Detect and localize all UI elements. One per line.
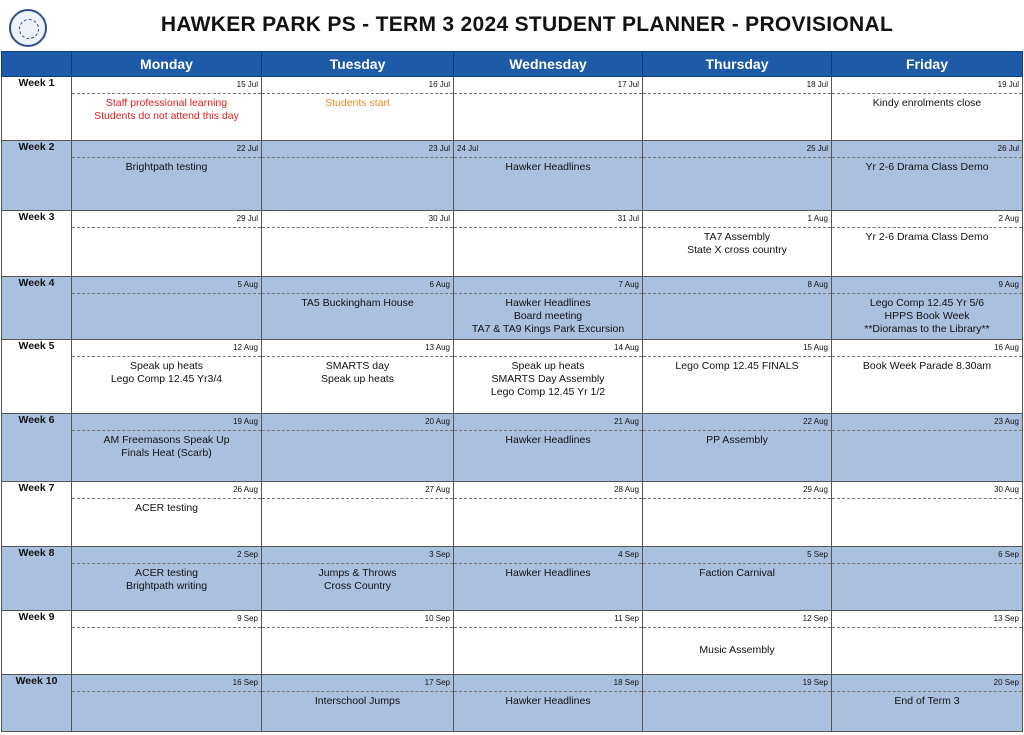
day-cell	[643, 414, 832, 482]
cell-date	[643, 340, 831, 357]
cell-date-text: 9 Sep	[237, 614, 258, 623]
week-label: Week 6	[2, 414, 72, 482]
cell-date-text: 2 Aug	[998, 214, 1019, 223]
day-cell	[72, 277, 262, 340]
cell-events	[262, 294, 453, 310]
cell-date	[454, 211, 642, 228]
cell-date	[832, 675, 1022, 692]
event-line: Lego Comp 12.45 Yr 5/6	[869, 297, 985, 309]
cell-date-text: 3 Sep	[429, 550, 450, 559]
day-cell	[262, 414, 454, 482]
cell-date	[454, 482, 642, 499]
cell-date	[72, 277, 261, 294]
week-row	[2, 414, 1023, 482]
cell-date-text: 16 Sep	[232, 678, 258, 687]
cell-events	[454, 94, 642, 97]
day-cell	[262, 211, 454, 277]
cell-date-text: 22 Aug	[803, 417, 828, 426]
cell-date-text: 18 Sep	[613, 678, 639, 687]
week-label: Week 10	[2, 675, 72, 732]
cell-date	[454, 77, 642, 94]
cell-date-text: 13 Aug	[425, 343, 450, 352]
cell-events	[72, 628, 261, 631]
week-row	[2, 482, 1023, 547]
cell-date	[262, 340, 453, 357]
cell-events	[72, 692, 261, 695]
cell-date	[262, 141, 453, 158]
cell-date	[832, 340, 1022, 357]
cell-events	[643, 228, 831, 257]
cell-date-text: 12 Aug	[233, 343, 258, 352]
day-cell	[832, 547, 1023, 611]
day-cell	[262, 547, 454, 611]
day-header-wednesday: Wednesday	[454, 52, 643, 77]
cell-events	[72, 158, 261, 174]
cell-date-text: 5 Aug	[237, 280, 258, 289]
event-line: Jumps & Throws	[318, 567, 397, 579]
day-header-thursday: Thursday	[643, 52, 832, 77]
cell-events	[832, 294, 1022, 336]
cell-date	[643, 277, 831, 294]
cell-events	[832, 94, 1022, 110]
day-cell	[262, 675, 454, 732]
event-line: Speak up heats	[321, 373, 394, 385]
cell-events	[832, 692, 1022, 708]
cell-events	[454, 564, 642, 580]
day-cell	[454, 482, 643, 547]
cell-date	[262, 414, 453, 431]
cell-date	[643, 482, 831, 499]
event-line: SMARTS Day Assembly	[491, 373, 605, 385]
cell-date-text: 6 Sep	[998, 550, 1019, 559]
cell-events	[832, 628, 1022, 631]
day-cell	[72, 414, 262, 482]
day-cell	[832, 414, 1023, 482]
cell-date-text: 5 Sep	[807, 550, 828, 559]
day-cell	[454, 277, 643, 340]
cell-date	[72, 414, 261, 431]
cell-date-left: 24 Jul	[457, 144, 479, 153]
event-line: ACER testing	[134, 567, 199, 579]
week-row	[2, 547, 1023, 611]
cell-date	[262, 611, 453, 628]
cell-date-text: 6 Aug	[429, 280, 450, 289]
cell-date	[832, 141, 1022, 158]
week-label: Week 8	[2, 547, 72, 611]
day-cell	[72, 77, 262, 141]
day-cell	[643, 340, 832, 414]
event-line: Hawker Headlines	[505, 434, 591, 446]
cell-date-text: 19 Aug	[233, 417, 258, 426]
cell-date	[262, 675, 453, 692]
cell-date	[72, 77, 261, 94]
cell-date-text: 4 Sep	[618, 550, 639, 559]
cell-date	[454, 611, 642, 628]
day-cell	[832, 211, 1023, 277]
event-line: Speak up heats	[511, 360, 585, 372]
day-cell	[72, 611, 262, 675]
day-cell	[832, 611, 1023, 675]
week-row	[2, 211, 1023, 277]
planner-table	[1, 51, 1023, 732]
day-cell	[643, 141, 832, 211]
event-line: TA7 & TA9 Kings Park Excursion	[471, 323, 625, 335]
cell-date	[72, 482, 261, 499]
event-line: State X cross country	[687, 244, 787, 256]
day-cell	[72, 141, 262, 211]
event-line: Yr 2-6 Drama Class Demo	[865, 161, 989, 173]
cell-events	[454, 628, 642, 631]
event-line: Kindy enrolments close	[872, 97, 982, 109]
day-cell	[643, 77, 832, 141]
day-cell	[832, 340, 1023, 414]
cell-date	[454, 675, 642, 692]
day-cell	[454, 414, 643, 482]
cell-events	[262, 431, 453, 434]
cell-events	[643, 94, 831, 97]
cell-date-text: 20 Sep	[993, 678, 1019, 687]
cell-date	[262, 547, 453, 564]
cell-events	[454, 692, 642, 708]
event-line: Hawker Headlines	[505, 695, 591, 707]
cell-events	[72, 94, 261, 123]
event-line: Staff professional learning	[105, 97, 228, 109]
event-line: HPPS Book Week	[884, 310, 970, 322]
day-cell	[262, 340, 454, 414]
cell-date	[643, 611, 831, 628]
week-row	[2, 277, 1023, 340]
cell-date-text: 17 Sep	[424, 678, 450, 687]
day-header-tuesday: Tuesday	[262, 52, 454, 77]
cell-date	[832, 611, 1022, 628]
cell-events	[832, 431, 1022, 434]
day-cell	[454, 675, 643, 732]
cell-date-text: 9 Aug	[998, 280, 1019, 289]
cell-date-text: 31 Jul	[617, 214, 639, 223]
event-line: PP Assembly	[706, 434, 768, 446]
cell-date-text: 15 Jul	[236, 80, 258, 89]
cell-events	[454, 158, 642, 174]
cell-date-text: 26 Jul	[997, 144, 1019, 153]
day-cell	[454, 141, 643, 211]
cell-date-text: 29 Jul	[236, 214, 258, 223]
planner-body	[2, 77, 1023, 732]
week-row	[2, 675, 1023, 732]
cell-date-text: 27 Aug	[425, 485, 450, 494]
week-row	[2, 141, 1023, 211]
cell-date-text: 17 Jul	[617, 80, 639, 89]
cell-date-text: 30 Aug	[994, 485, 1019, 494]
cell-events	[262, 228, 453, 231]
day-cell	[832, 141, 1023, 211]
day-cell	[72, 340, 262, 414]
cell-date	[72, 675, 261, 692]
cell-date-text: 30 Jul	[428, 214, 450, 223]
cell-events	[262, 357, 453, 386]
cell-date	[262, 277, 453, 294]
cell-events	[643, 499, 831, 502]
event-line: Lego Comp 12.45 Yr3/4	[110, 373, 223, 385]
cell-date	[454, 414, 642, 431]
day-cell	[262, 77, 454, 141]
day-cell	[643, 482, 832, 547]
cell-date	[643, 211, 831, 228]
cell-date-text: 25 Jul	[806, 144, 828, 153]
cell-date	[454, 141, 642, 158]
cell-date	[643, 547, 831, 564]
cell-date	[643, 141, 831, 158]
cell-events	[643, 294, 831, 297]
event-line: Hawker Headlines	[505, 567, 591, 579]
cell-date-text: 19 Sep	[802, 678, 828, 687]
week-label: Week 3	[2, 211, 72, 277]
cell-date-text: 14 Aug	[614, 343, 639, 352]
cell-events	[454, 431, 642, 447]
event-line: Brightpath writing	[125, 580, 208, 592]
day-cell	[72, 547, 262, 611]
event-line	[643, 631, 831, 644]
day-cell	[643, 547, 832, 611]
cell-date	[72, 340, 261, 357]
cell-events	[832, 158, 1022, 174]
week-label: Week 5	[2, 340, 72, 414]
cell-events	[72, 357, 261, 386]
cell-date-text: 16 Jul	[428, 80, 450, 89]
cell-date-text: 23 Jul	[428, 144, 450, 153]
cell-date	[454, 547, 642, 564]
cell-events	[262, 499, 453, 502]
event-line: End of Term 3	[894, 695, 960, 707]
cell-events	[72, 228, 261, 231]
cell-events	[832, 228, 1022, 244]
cell-events	[262, 158, 453, 161]
cell-events	[643, 564, 831, 580]
cell-events	[643, 158, 831, 161]
day-cell	[454, 211, 643, 277]
cell-date	[454, 340, 642, 357]
cell-events	[454, 499, 642, 502]
day-header-monday: Monday	[72, 52, 262, 77]
day-cell	[643, 675, 832, 732]
event-line: Faction Carnival	[699, 567, 775, 579]
event-line: Hawker Headlines	[505, 161, 591, 173]
week-label: Week 2	[2, 141, 72, 211]
cell-events	[454, 294, 642, 336]
day-header-row	[2, 52, 1023, 77]
week-row	[2, 77, 1023, 141]
week-label: Week 1	[2, 77, 72, 141]
cell-date-text: 26 Aug	[233, 485, 258, 494]
day-cell	[454, 547, 643, 611]
cell-events	[72, 564, 261, 593]
event-line: Students start	[325, 97, 390, 109]
cell-date	[832, 547, 1022, 564]
event-line: Students do not attend this day	[94, 110, 239, 122]
day-cell	[832, 77, 1023, 141]
cell-events	[262, 94, 453, 110]
cell-date	[643, 675, 831, 692]
event-line: TA5 Buckingham House	[301, 297, 414, 309]
day-cell	[72, 675, 262, 732]
title-bar	[0, 0, 1024, 50]
cell-events	[262, 692, 453, 708]
day-cell	[262, 611, 454, 675]
event-line: SMARTS day	[325, 360, 390, 372]
week-label: Week 4	[2, 277, 72, 340]
page-title: HAWKER PARK PS - TERM 3 2024 STUDENT PLANNER - PROVISIONAL	[160, 13, 894, 36]
day-cell	[262, 141, 454, 211]
day-cell	[454, 340, 643, 414]
cell-events	[832, 357, 1022, 373]
cell-date-text: 20 Aug	[425, 417, 450, 426]
cell-events	[454, 357, 642, 399]
cell-events	[832, 564, 1022, 567]
event-line: Music Assembly	[699, 644, 775, 656]
cell-events	[72, 294, 261, 297]
cell-date-text: 11 Sep	[614, 614, 639, 623]
cell-date	[262, 77, 453, 94]
cell-date-text: 28 Aug	[614, 485, 639, 494]
cell-events	[454, 228, 642, 231]
cell-date	[72, 611, 261, 628]
event-line: Lego Comp 12.45 FINALS	[675, 360, 799, 372]
day-cell	[72, 482, 262, 547]
header-corner	[2, 52, 72, 77]
day-cell	[643, 277, 832, 340]
cell-date	[832, 211, 1022, 228]
cell-events	[643, 431, 831, 447]
cell-date	[832, 277, 1022, 294]
cell-date-text: 12 Sep	[802, 614, 828, 623]
day-cell	[454, 611, 643, 675]
week-label: Week 7	[2, 482, 72, 547]
cell-date-text: 23 Aug	[994, 417, 1019, 426]
cell-events	[72, 431, 261, 460]
event-line: **Dioramas to the Library**	[864, 323, 990, 335]
day-cell	[454, 77, 643, 141]
day-cell	[262, 277, 454, 340]
event-line: Hawker Headlines	[505, 297, 591, 309]
event-line: Cross Country	[323, 580, 392, 592]
cell-date	[72, 141, 261, 158]
event-line: Interschool Jumps	[314, 695, 401, 707]
cell-date-text: 29 Aug	[803, 485, 828, 494]
cell-date	[72, 547, 261, 564]
cell-date-text: 1 Aug	[807, 214, 828, 223]
cell-events	[832, 499, 1022, 502]
event-line: Board meeting	[513, 310, 583, 322]
cell-events	[643, 628, 831, 657]
cell-date	[643, 77, 831, 94]
day-cell	[72, 211, 262, 277]
event-line: Book Week Parade 8.30am	[862, 360, 992, 372]
day-cell	[832, 675, 1023, 732]
week-row	[2, 611, 1023, 675]
cell-date-text: 2 Sep	[237, 550, 258, 559]
day-cell	[643, 211, 832, 277]
event-line: Lego Comp 12.45 Yr 1/2	[490, 386, 606, 398]
cell-date	[262, 482, 453, 499]
week-row	[2, 340, 1023, 414]
day-cell	[832, 482, 1023, 547]
cell-date-text: 18 Jul	[806, 80, 828, 89]
cell-date-text: 7 Aug	[618, 280, 639, 289]
event-line: TA7 Assembly	[703, 231, 771, 243]
cell-events	[72, 499, 261, 515]
day-header-friday: Friday	[832, 52, 1023, 77]
cell-date	[832, 414, 1022, 431]
event-line: ACER testing	[134, 502, 199, 514]
cell-date-text: 19 Jul	[997, 80, 1019, 89]
cell-date	[832, 482, 1022, 499]
week-label: Week 9	[2, 611, 72, 675]
cell-events	[262, 564, 453, 593]
cell-date	[72, 211, 261, 228]
cell-date-text: 8 Aug	[807, 280, 828, 289]
event-line: AM Freemasons Speak Up	[103, 434, 230, 446]
event-line: Yr 2-6 Drama Class Demo	[865, 231, 989, 243]
cell-date-text: 15 Aug	[803, 343, 828, 352]
day-cell	[832, 277, 1023, 340]
cell-date-text: 13 Sep	[993, 614, 1019, 623]
cell-events	[262, 628, 453, 631]
cell-date	[832, 77, 1022, 94]
cell-date-text: 10 Sep	[424, 614, 450, 623]
cell-date	[454, 277, 642, 294]
day-cell	[643, 611, 832, 675]
cell-date-text: 21 Aug	[614, 417, 639, 426]
event-line: Speak up heats	[130, 360, 203, 372]
cell-date	[262, 211, 453, 228]
cell-events	[643, 357, 831, 373]
event-line: Finals Heat (Scarb)	[121, 447, 212, 459]
day-cell	[262, 482, 454, 547]
cell-date-text: 22 Jul	[236, 144, 258, 153]
event-line: Brightpath testing	[125, 161, 208, 173]
cell-events	[643, 692, 831, 695]
cell-date	[643, 414, 831, 431]
cell-date-text: 16 Aug	[994, 343, 1019, 352]
